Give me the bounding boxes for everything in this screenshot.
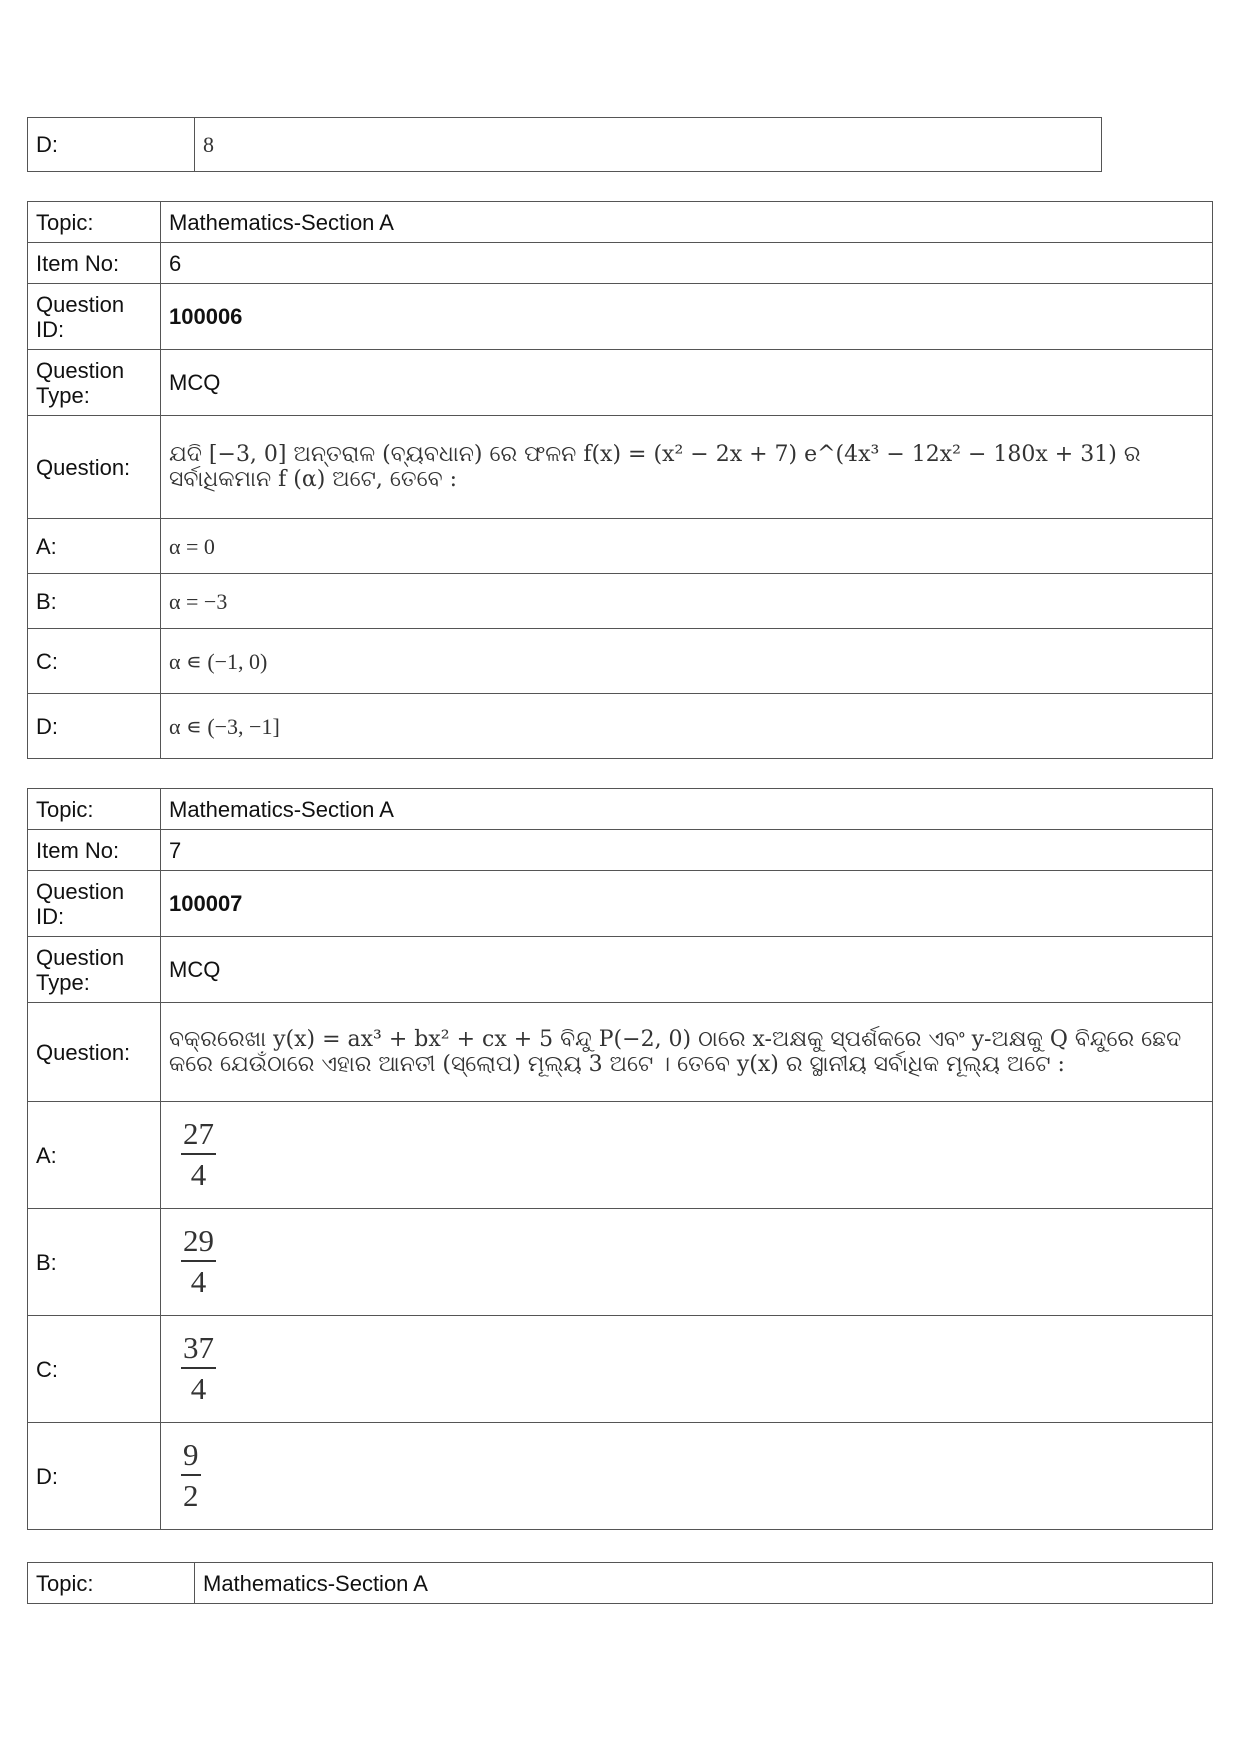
option-label: D: [28,1423,161,1530]
topic-label: Topic: [28,202,161,243]
option-label: A: [28,519,161,574]
prev-item-table [27,117,1102,172]
topic-row [28,202,1213,243]
question-id-row [28,871,1213,937]
question-item-7 [27,788,1213,1530]
option-value: α ∊ (−1, 0) [161,629,1213,694]
topic-value: Mathematics-Section A [195,1563,1213,1604]
fraction-numerator: 37 [183,1330,214,1365]
option-label: A: [28,1102,161,1209]
option-row-d [28,1423,1213,1530]
item-no-row [28,830,1213,871]
option-label: B: [28,574,161,629]
option-row-c [28,629,1213,694]
question-label: Question: [28,1003,161,1102]
option-row-a [28,519,1213,574]
question-text-part3: ର ସର୍ବାଧିକମାନ f (α) ଅଟେ, ତେବେ : [169,442,1141,492]
topic-row [28,789,1213,830]
item-no-value: 7 [161,830,1213,871]
question-row [28,1003,1213,1102]
option-label: D: [28,118,195,172]
question-curve: y(x) = ax³ + bx² + cx + 5 [273,1027,554,1052]
question-item-6 [27,201,1213,759]
question-row [28,416,1213,519]
topic-label: Topic: [28,789,161,830]
question-type-value: MCQ [161,937,1213,1003]
item-no-value: 6 [161,243,1213,284]
question-text-part2: ଅନ୍ତରାଳ (ବ୍ୟବଧାନ) ରେ ଫଳନ [293,442,577,467]
option-value: 8 [195,118,1102,172]
question-id-label: Question ID: [28,284,161,350]
option-row-d [28,118,1102,172]
option-row-a [28,1102,1213,1209]
question-text-part1: ବକ୍ରରେଖା [169,1027,267,1052]
question-id-label: Question ID: [28,871,161,937]
question-item-next [27,1562,1213,1604]
question-id-value: 100006 [161,284,1213,350]
option-fraction [181,1329,216,1409]
item-no-label: Item No: [28,830,161,871]
option-value: α ∊ (−3, −1] [161,694,1213,759]
question-type-label: Question Type: [28,350,161,416]
item-no-row [28,243,1213,284]
option-row-b [28,574,1213,629]
option-label: C: [28,1316,161,1423]
question-text-part1: ଯଦି [169,442,202,467]
question-type-row [28,350,1213,416]
fraction-numerator: 27 [183,1116,214,1151]
item-no-label: Item No: [28,243,161,284]
question-type-label: Question Type: [28,937,161,1003]
topic-value: Mathematics-Section A [161,789,1213,830]
fraction-denominator: 4 [190,1371,207,1406]
topic-value: Mathematics-Section A [161,202,1213,243]
fraction-numerator: 9 [183,1437,199,1472]
fraction-numerator: 29 [183,1223,214,1258]
fraction-denominator: 2 [183,1478,199,1513]
option-row-c [28,1316,1213,1423]
option-row-b [28,1209,1213,1316]
option-label: D: [28,694,161,759]
topic-label: Topic: [28,1563,195,1604]
fraction-denominator: 4 [190,1157,207,1192]
option-value: α = −3 [161,574,1213,629]
question-text-part2: ବିନ୍ଦୁ P(−2, 0) ଠାରେ x-ଅକ୍ଷକୁ ସ୍ପର୍ଶକରେ ଏବଂ y-ଅକ୍ଷକୁ Q ବିନ୍ଦୁରେ ଛେଦ କରେ ଯେଉଁଠାରେ ଏହାର ଆନତୀ (ସ୍ଲୋପ) ମୂଲ୍ୟ 3 ଅଟେ । ତେବେ y(x) ର ସ୍ଥାନୀୟ ସର୍ବାଧିକ ମୂଲ୍ୟ ଅଟେ : [169,1027,1182,1077]
question-type-row [28,937,1213,1003]
topic-row [28,1563,1213,1604]
question-interval: [−3, 0] [208,442,287,467]
question-text [161,416,1213,519]
question-id-row [28,284,1213,350]
question-id-value: 100007 [161,871,1213,937]
question-label: Question: [28,416,161,519]
option-fraction [181,1115,216,1195]
option-label: B: [28,1209,161,1316]
fraction-denominator: 4 [190,1264,207,1299]
option-row-d [28,694,1213,759]
option-value: α = 0 [161,519,1213,574]
question-type-value: MCQ [161,350,1213,416]
option-fraction [181,1436,201,1516]
option-fraction [181,1222,216,1302]
question-text [161,1003,1213,1102]
option-label: C: [28,629,161,694]
question-function: f(x) = (x² − 2x + 7) e^(4x³ − 12x² − 180x + 31) [583,442,1117,467]
